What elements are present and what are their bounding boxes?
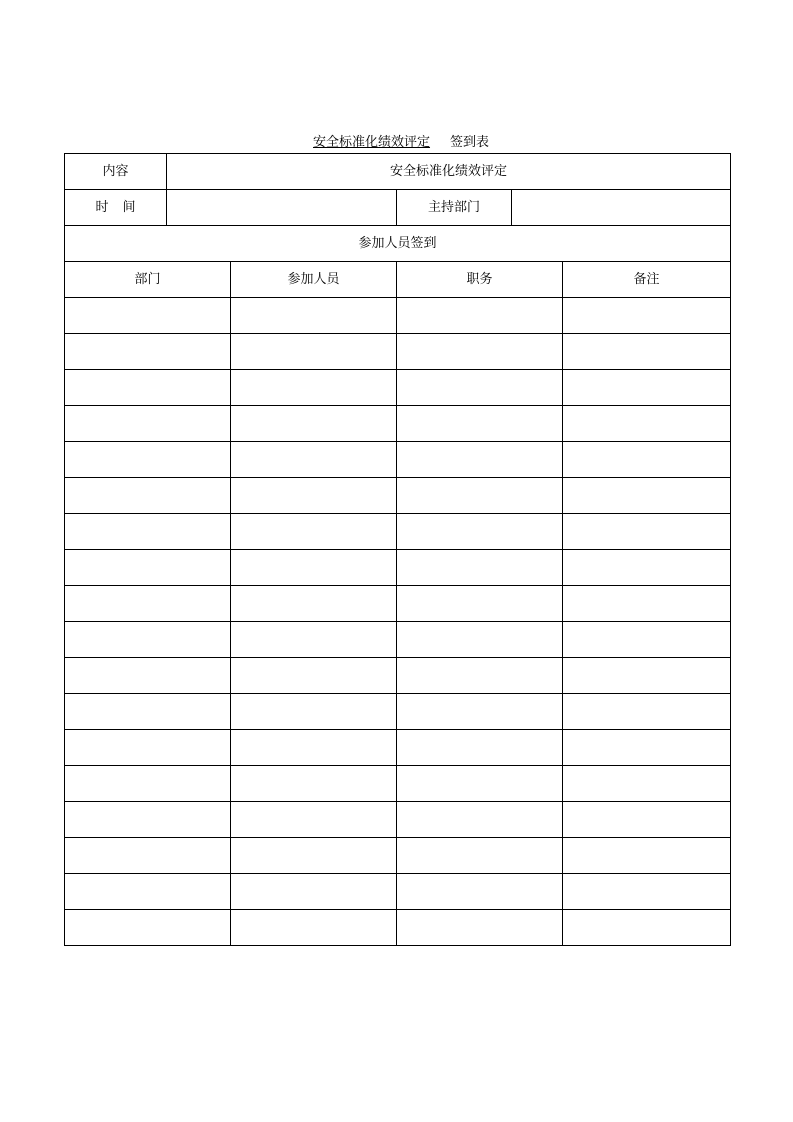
participant-cell[interactable]: [231, 658, 397, 694]
column-header-participant: 参加人员: [231, 262, 397, 298]
time-row: [65, 190, 731, 226]
participant-cell[interactable]: [231, 694, 397, 730]
table-row: [65, 622, 731, 658]
remarks-cell[interactable]: [563, 658, 731, 694]
participant-cell[interactable]: [231, 514, 397, 550]
column-header-row: [65, 262, 731, 298]
host-label: 主持部门: [397, 190, 512, 226]
participant-cell[interactable]: [231, 730, 397, 766]
remarks-cell[interactable]: [563, 874, 731, 910]
department-cell[interactable]: [65, 406, 231, 442]
participant-cell[interactable]: [231, 370, 397, 406]
time-label: 时间: [95, 199, 150, 215]
position-cell[interactable]: [397, 658, 563, 694]
position-cell[interactable]: [397, 802, 563, 838]
column-header-position: 职务: [397, 262, 563, 298]
position-cell[interactable]: [397, 586, 563, 622]
department-cell[interactable]: [65, 550, 231, 586]
position-cell[interactable]: [397, 766, 563, 802]
department-cell[interactable]: [65, 370, 231, 406]
content-value[interactable]: 安全标准化绩效评定: [167, 154, 731, 190]
position-cell[interactable]: [397, 406, 563, 442]
table-row: [65, 730, 731, 766]
position-cell[interactable]: [397, 514, 563, 550]
position-cell[interactable]: [397, 874, 563, 910]
department-cell[interactable]: [65, 298, 231, 334]
department-cell[interactable]: [65, 694, 231, 730]
remarks-cell[interactable]: [563, 442, 731, 478]
position-cell[interactable]: [397, 478, 563, 514]
position-cell[interactable]: [397, 298, 563, 334]
remarks-cell[interactable]: [563, 802, 731, 838]
participant-cell[interactable]: [231, 802, 397, 838]
position-cell[interactable]: [397, 334, 563, 370]
remarks-cell[interactable]: [563, 550, 731, 586]
document-title: [293, 133, 523, 153]
remarks-cell[interactable]: [563, 622, 731, 658]
participant-cell[interactable]: [231, 298, 397, 334]
time-label-cell: [65, 190, 167, 226]
content-row: [65, 154, 731, 190]
section-title-row: [65, 226, 731, 262]
position-cell[interactable]: [397, 694, 563, 730]
department-cell[interactable]: [65, 910, 231, 946]
table-row: [65, 694, 731, 730]
participant-cell[interactable]: [231, 334, 397, 370]
column-header-remarks: 备注: [563, 262, 731, 298]
remarks-cell[interactable]: [563, 730, 731, 766]
remarks-cell[interactable]: [563, 406, 731, 442]
department-cell[interactable]: [65, 838, 231, 874]
table-row: [65, 334, 731, 370]
department-cell[interactable]: [65, 586, 231, 622]
table-row: [65, 910, 731, 946]
table-row: [65, 766, 731, 802]
participant-cell[interactable]: [231, 586, 397, 622]
position-cell[interactable]: [397, 370, 563, 406]
remarks-cell[interactable]: [563, 478, 731, 514]
remarks-cell[interactable]: [563, 766, 731, 802]
participant-cell[interactable]: [231, 838, 397, 874]
department-cell[interactable]: [65, 478, 231, 514]
department-cell[interactable]: [65, 622, 231, 658]
title-suffix: 签到表: [450, 135, 490, 150]
column-header-department: 部门: [65, 262, 231, 298]
position-cell[interactable]: [397, 910, 563, 946]
table-row: [65, 838, 731, 874]
participant-cell[interactable]: [231, 442, 397, 478]
remarks-cell[interactable]: [563, 838, 731, 874]
remarks-cell[interactable]: [563, 370, 731, 406]
table-row: [65, 442, 731, 478]
table-row: [65, 550, 731, 586]
position-cell[interactable]: [397, 442, 563, 478]
department-cell[interactable]: [65, 442, 231, 478]
content-label: 内容: [65, 154, 167, 190]
remarks-cell[interactable]: [563, 910, 731, 946]
table-row: [65, 478, 731, 514]
table-row: [65, 298, 731, 334]
department-cell[interactable]: [65, 766, 231, 802]
position-cell[interactable]: [397, 550, 563, 586]
remarks-cell[interactable]: [563, 586, 731, 622]
host-value[interactable]: [512, 190, 731, 226]
remarks-cell[interactable]: [563, 694, 731, 730]
position-cell[interactable]: [397, 838, 563, 874]
participant-cell[interactable]: [231, 550, 397, 586]
department-cell[interactable]: [65, 730, 231, 766]
table-row: [65, 514, 731, 550]
department-cell[interactable]: [65, 334, 231, 370]
participant-cell[interactable]: [231, 874, 397, 910]
table-row: [65, 586, 731, 622]
table-row: [65, 802, 731, 838]
table-row: [65, 658, 731, 694]
table-row: [65, 370, 731, 406]
position-cell[interactable]: [397, 622, 563, 658]
participant-cell[interactable]: [231, 622, 397, 658]
participant-cell[interactable]: [231, 910, 397, 946]
department-cell[interactable]: [65, 658, 231, 694]
table-row: [65, 406, 731, 442]
department-cell[interactable]: [65, 874, 231, 910]
sign-in-table: [64, 153, 731, 946]
remarks-cell[interactable]: [563, 514, 731, 550]
section-title: 参加人员签到: [65, 226, 731, 262]
title-main: 安全标准化绩效评定: [313, 135, 431, 150]
table-row: [65, 874, 731, 910]
department-cell[interactable]: [65, 802, 231, 838]
department-cell[interactable]: [65, 514, 231, 550]
participant-cell[interactable]: [231, 406, 397, 442]
participant-cell[interactable]: [231, 766, 397, 802]
participant-cell[interactable]: [231, 478, 397, 514]
remarks-cell[interactable]: [563, 334, 731, 370]
position-cell[interactable]: [397, 730, 563, 766]
remarks-cell[interactable]: [563, 298, 731, 334]
time-value[interactable]: [167, 190, 397, 226]
